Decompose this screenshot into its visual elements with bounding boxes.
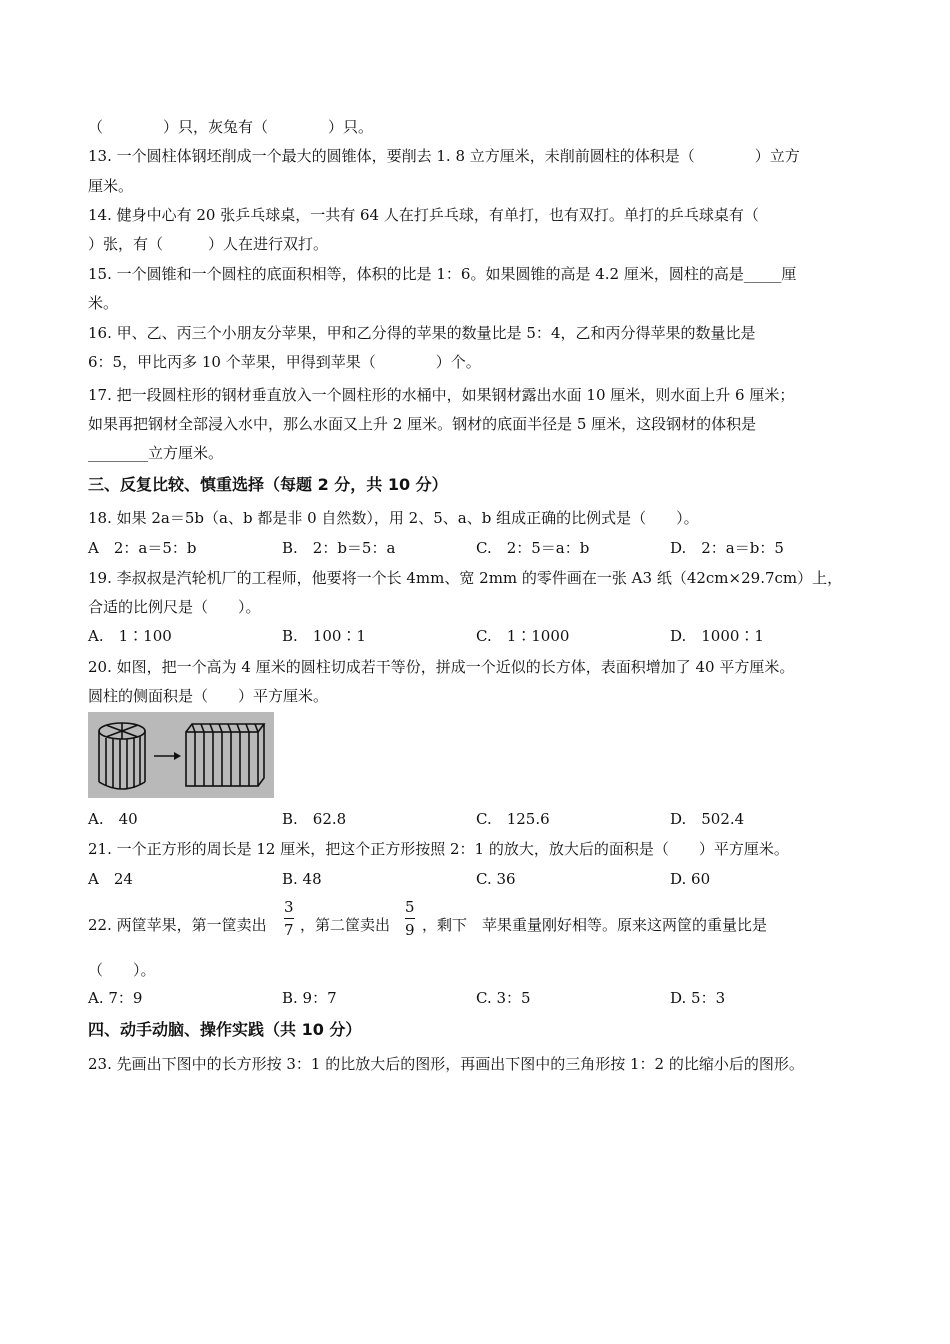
fraction-denominator: 7 [284, 921, 294, 939]
q16-line1: 16. 甲、乙、丙三个小朋友分苹果，甲和乙分得的苹果的数量比是 5：4，乙和丙分得苹果的数量比是 [88, 324, 756, 342]
q21-option-d: D. 60 [670, 870, 711, 888]
q22-stem-part1: 22. 两筐苹果，第一筐卖出 [88, 916, 267, 934]
q18-option-b: B. 2：b＝5：a [282, 539, 396, 557]
q23-stem: 23. 先画出下图中的长方形按 3：1 的比放大后的图形，再画出下图中的三角形按 1：2 的比缩小后的图形。 [88, 1055, 804, 1073]
q20-option-c: C. 125.6 [476, 810, 550, 828]
q21-option-a: A 24 [88, 870, 133, 888]
fraction-numerator: 5 [405, 898, 415, 916]
cylinder-to-cuboid-figure [88, 712, 274, 798]
q22-option-c: C. 3：5 [476, 989, 531, 1007]
q22-stem-part4: （ ）。 [88, 961, 156, 979]
q22-stem-part2: ，第二筐卖出 [300, 916, 391, 934]
fraction-bar [284, 918, 294, 919]
q18-option-a: A 2：a＝5：b [88, 539, 197, 557]
q14-line2: ）张，有（ ）人在进行双打。 [88, 235, 329, 253]
q13-line2: 厘米。 [88, 177, 134, 195]
fraction-numerator: 3 [284, 898, 294, 916]
q14-line1: 14. 健身中心有 20 张乒乓球桌，一共有 64 人在打乒乓球，有单打，也有双打。单打的乒乓球桌有（ [88, 206, 759, 224]
q22-option-b: B. 9：7 [282, 989, 337, 1007]
fraction-denominator: 9 [405, 921, 415, 939]
q18-option-d: D. 2：a＝b：5 [670, 539, 784, 557]
section-3-heading: 三、反复比较、慎重选择（每题 2 分，共 10 分） [88, 475, 448, 494]
q19-line1: 19. 李叔叔是汽轮机厂的工程师，他要将一个长 4mm、宽 2mm 的零件画在一张 A3 纸（42cm×29.7cm）上， [88, 569, 843, 587]
q19-option-c: C. 1∶1000 [476, 627, 570, 645]
q17-line2: 如果再把钢材全部浸入水中，那么水面又上升 2 厘米。钢材的底面半径是 5 厘米，这段钢材的体积是 [88, 415, 757, 433]
q22-option-a: A. 7：9 [88, 989, 143, 1007]
q19-option-a: A. 1∶100 [88, 627, 172, 645]
q20-option-d: D. 502.4 [670, 810, 745, 828]
q19-option-b: B. 100∶1 [282, 627, 366, 645]
q12-continuation: （ ）只，灰兔有（ ）只。 [88, 118, 374, 136]
q18-stem: 18. 如果 2a＝5b（a、b 都是非 0 自然数），用 2、5、a、b 组成正确的比例式是（ ）。 [88, 509, 699, 527]
q15-line1: 15. 一个圆锥和一个圆柱的底面积相等，体积的比是 1：6。如果圆锥的高是 4.2 厘米，圆柱的高是_____厘 [88, 265, 797, 283]
q20-line1: 20. 如图，把一个高为 4 厘米的圆柱切成若干等份，拼成一个近似的长方体，表面积增加了 40 平方厘米。 [88, 658, 795, 676]
cylinder-cuboid-drawing [88, 712, 274, 798]
q13-line1: 13. 一个圆柱体钢坯削成一个最大的圆锥体，要削去 1. 8 立方厘米，未削前圆柱的体积是（ ）立方 [88, 147, 800, 165]
q21-option-c: C. 36 [476, 870, 516, 888]
section-4-heading: 四、动手动脑、操作实践（共 10 分） [88, 1020, 362, 1039]
q22-stem-part3: ，剩下 苹果重量刚好相等。原来这两筐的重量比是 [422, 916, 768, 934]
q16-line2: 6：5，甲比丙多 10 个苹果，甲得到苹果（ ）个。 [88, 353, 481, 371]
q20-line2: 圆柱的侧面积是（ ）平方厘米。 [88, 687, 329, 705]
q19-line2: 合适的比例尺是（ ）。 [88, 598, 261, 616]
q15-line2: 米。 [88, 294, 119, 312]
q21-option-b: B. 48 [282, 870, 322, 888]
q21-stem: 21. 一个正方形的周长是 12 厘米，把这个正方形按照 2：1 的放大，放大后的面积是（ ）平方厘米。 [88, 840, 789, 858]
fraction-3-7 [284, 898, 294, 939]
q22-option-d: D. 5：3 [670, 989, 726, 1007]
q17-line3: ________立方厘米。 [88, 444, 224, 462]
arrow-head [174, 752, 181, 760]
q20-option-a: A. 40 [88, 810, 138, 828]
fraction-5-9 [405, 898, 415, 939]
q18-option-c: C. 2：5＝a：b [476, 539, 590, 557]
q17-line1: 17. 把一段圆柱形的钢材垂直放入一个圆柱形的水桶中，如果钢材露出水面 10 厘米，则水面上升 6 厘米； [88, 386, 795, 404]
q19-option-d: D. 1000∶1 [670, 627, 764, 645]
fraction-bar [405, 918, 415, 919]
q20-option-b: B. 62.8 [282, 810, 347, 828]
